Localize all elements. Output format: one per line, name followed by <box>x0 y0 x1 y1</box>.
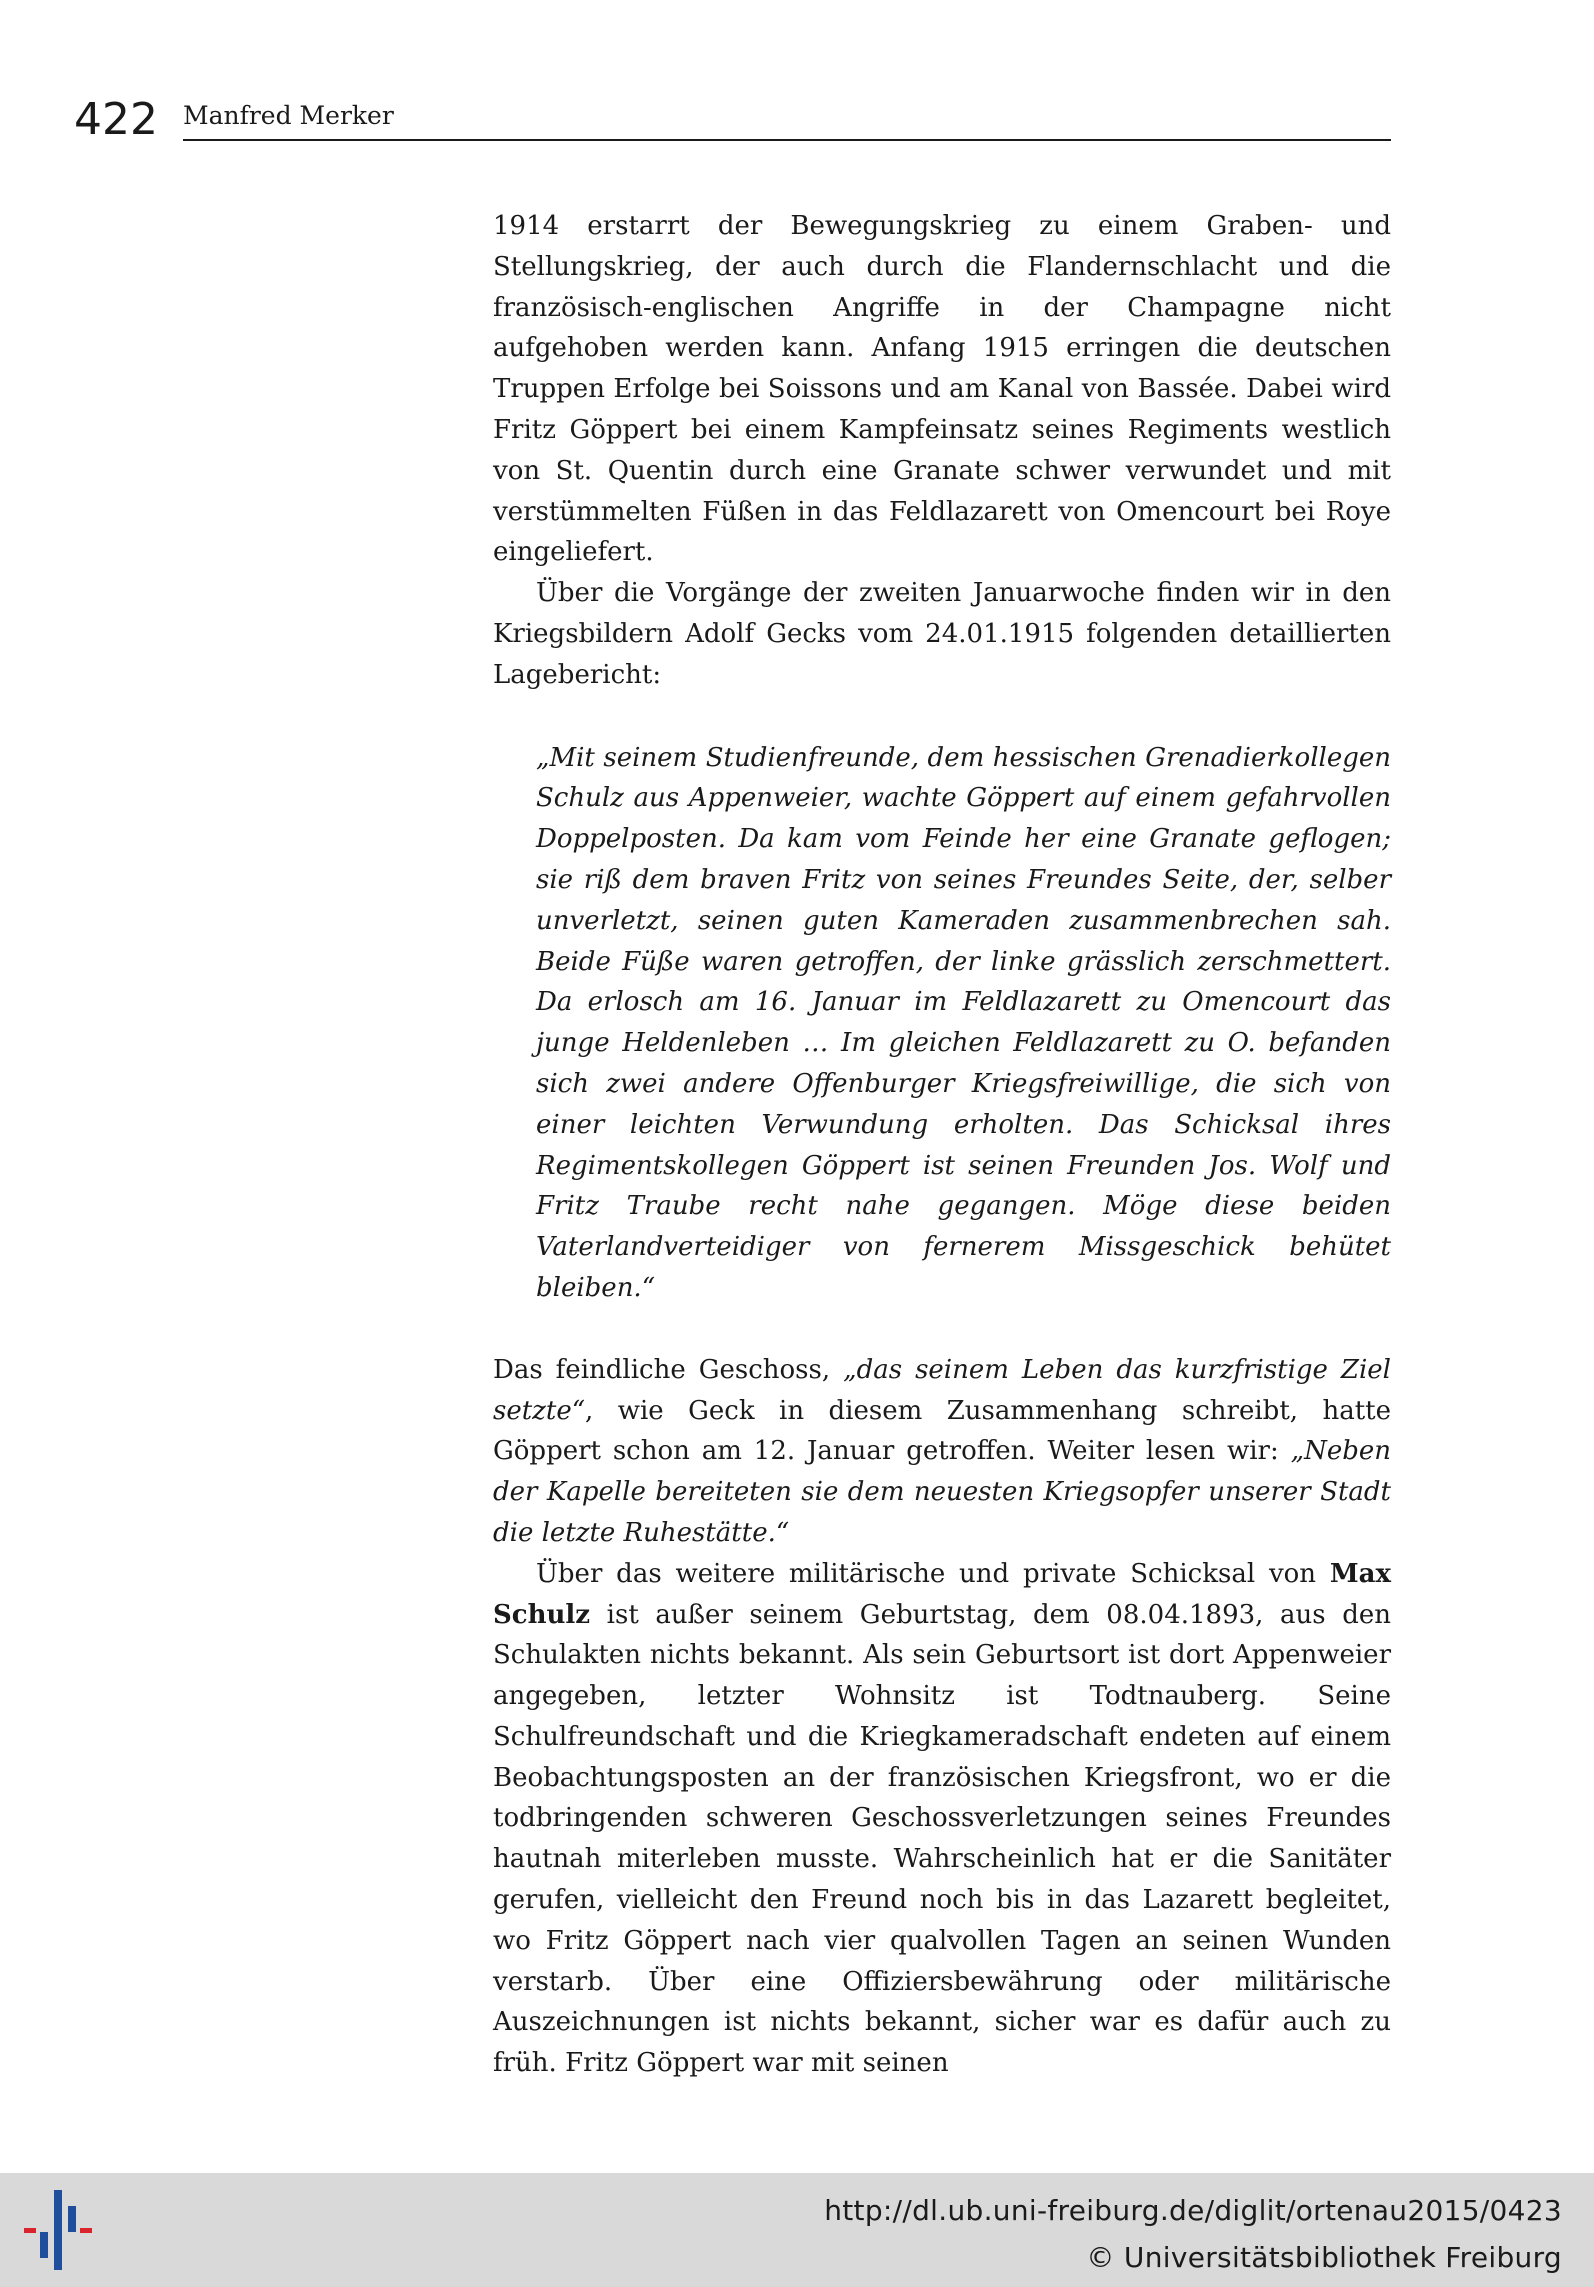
page-number: 422 <box>74 94 158 145</box>
p3-text-c: , wie Geck in diesem Zusammenhang schreibt, hatte Göppert schon am 12. Januar getroffen. Weiter lesen wir: <box>493 1395 1391 1467</box>
p4-text-a: Über das weitere militärische und private Schicksal von <box>536 1558 1330 1589</box>
paragraph-2: Über die Vorgänge der zweiten Januarwoche finden wir in den Kriegsbildern Adolf Gecks vom 24.01.1915 folgenden detaillierten Lagebericht: <box>493 578 1391 690</box>
paragraph-1: 1914 erstarrt der Bewegungskrieg zu einem Graben- und Stellungskrieg, der auch durch die Flandernschlacht und die französisch-englischen Angriffe in der Champagne nicht aufgehoben werden kann. Anfang 1915 erringen die deutschen Truppen Erfolge bei Soissons und am Kanal von Bassée. Dabei wird Fritz Göppert bei einem Kampfeinsatz seines Regiments westlich von St. Quentin durch eine Granate schwer verwundet und mit verstümmelten Füßen in das Feldlazarett von Omencourt bei Roye eingeliefert. <box>493 211 1391 568</box>
p3-text-a: Das feindliche Geschoss, <box>493 1354 844 1385</box>
footer-copyright: © Universitätsbibliothek Freiburg <box>1086 2241 1562 2274</box>
p3-quote-1: „das seinem Leben das kurzfristige Ziel setzte“ <box>493 1354 1391 1426</box>
running-head: Manfred Merker <box>183 101 394 130</box>
ub-freiburg-logo-icon <box>16 2188 100 2272</box>
footer-bar <box>0 2173 1594 2287</box>
paragraph-3 <box>493 1350 1391 1554</box>
main-text <box>493 206 1391 2084</box>
paragraph-4 <box>493 1554 1391 2084</box>
p3-quote-2: „Neben der Kapelle bereiteten sie dem neuesten Kriegsopfer unserer Stadt die letzte Ruhestätte.“ <box>493 1436 1391 1548</box>
p4-name-bold: Max Schulz <box>493 1558 1391 1630</box>
block-quote: „Mit seinem Studienfreunde, dem hessischen Grenadierkollegen Schulz aus Appenweier, wachte Göppert auf einem gefahrvollen Doppelposten. Da kam vom Feinde her eine Granate geflogen; sie riß dem braven Fritz von seines Freundes Seite, der, selber unverletzt, seinen guten Kameraden zusammenbrechen sah. Beide Füße waren getroffen, der linke grässlich zerschmettert. Da erlosch am 16. Januar im Feldlazarett zu Omencourt das junge Heldenleben … Im gleichen Feldlazarett zu O. befanden sich zwei andere Offenburger Kriegsfreiwillige, die sich von einer leichten Verwundung erholten. Das Schicksal ihres Regimentskollegen Göppert ist seinen Freunden Jos. Wolf und Fritz Traube recht nahe gegangen. Möge diese beiden Vaterlandverteidiger von fernerem Missgeschick behütet bleiben.“ <box>536 742 1391 1303</box>
header-rule <box>183 139 1391 141</box>
p4-text-c: ist außer seinem Geburtstag, dem 08.04.1893, aus den Schulakten nichts bekannt. Als sein Geburtsort ist dort Appenweier angegeben, letzter Wohnsitz ist Todtnauberg. Seine Schulfreundschaft und die Kriegkameradschaft endeten auf einem Beobachtungsposten an der französischen Kriegsfront, wo er die todbringenden schweren Geschossverletzungen seines Freundes hautnah miterleben musste. Wahrscheinlich hat er die Sanitäter gerufen, vielleicht den Freund noch bis in das Lazarett begleitet, wo Fritz Göppert nach vier qualvollen Tagen an seinen Wunden verstarb. Über eine Offiziersbewährung oder militärische Auszeichnungen ist nichts bekannt, sicher war es dafür auch zu früh. Fritz Göppert war mit seinen <box>493 1599 1391 2079</box>
footer-url-link[interactable]: http://dl.ub.uni-freiburg.de/diglit/ortenau2015/0423 <box>824 2194 1562 2227</box>
